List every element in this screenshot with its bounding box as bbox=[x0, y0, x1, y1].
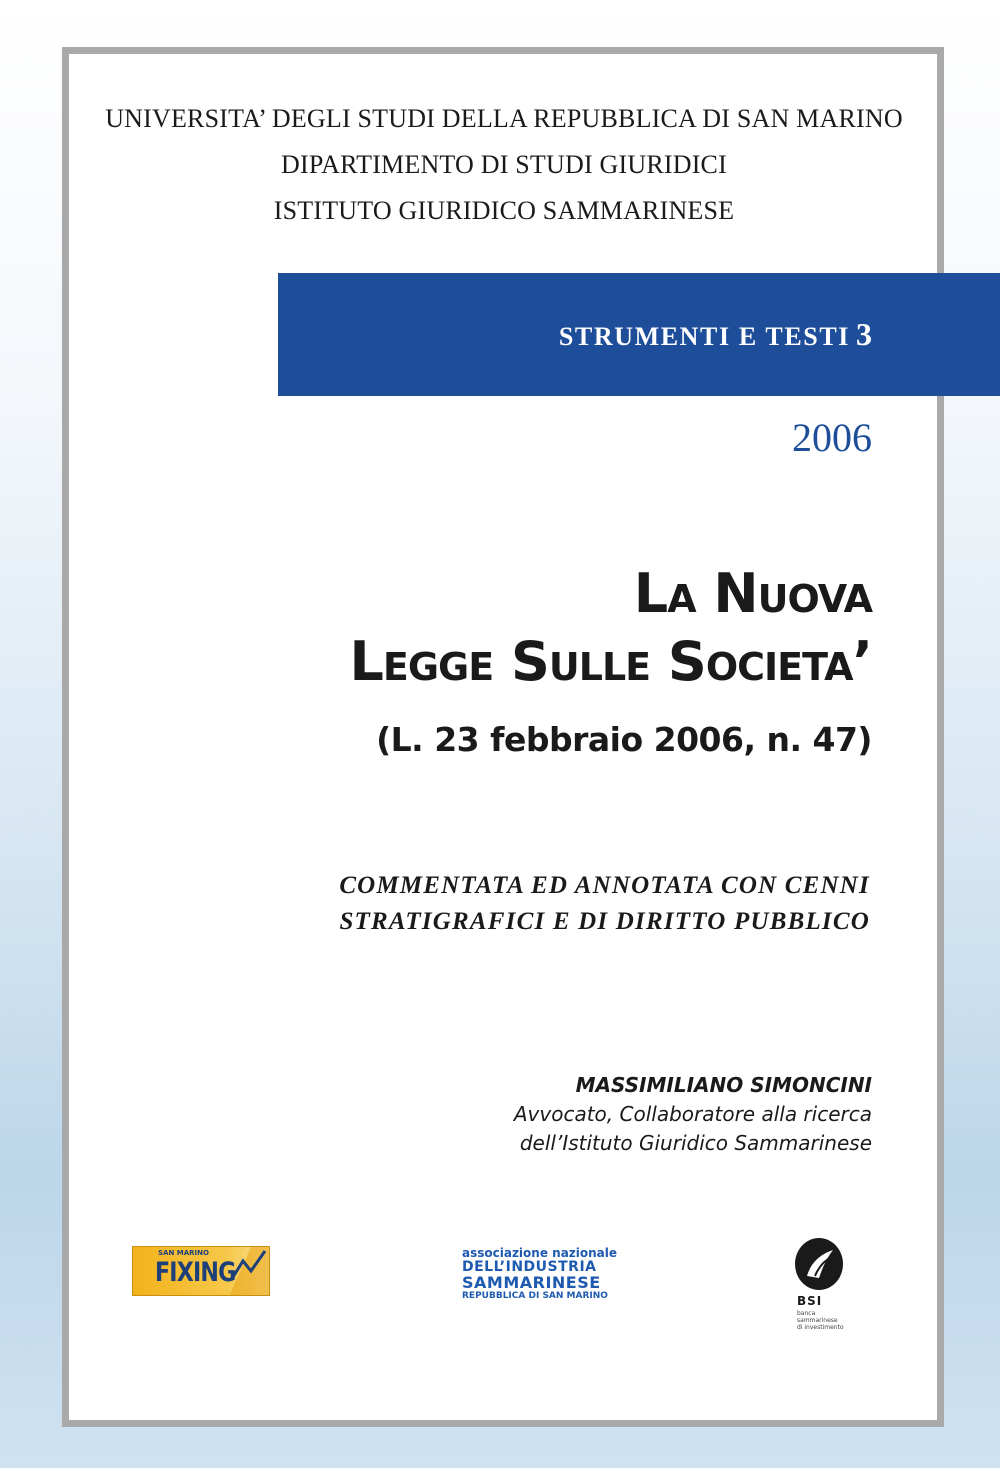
bsi-tagline-line2: sammarinese bbox=[797, 1317, 838, 1324]
industria-line3: SAMMARINESE bbox=[462, 1273, 601, 1292]
bsi-logo bbox=[793, 1236, 877, 1386]
industria-logo bbox=[462, 1246, 617, 1302]
industria-line1: associazione nazionale bbox=[462, 1246, 618, 1260]
subtitle-line2: STRATIGRAFICI E DI DIRITTO PUBBLICO bbox=[339, 908, 870, 935]
bsi-name: BSI bbox=[797, 1294, 823, 1308]
industria-line2: DELL’INDUSTRIA bbox=[462, 1259, 597, 1275]
bsi-tagline bbox=[797, 1310, 844, 1331]
department-name: DIPARTIMENTO DI STUDI GIURIDICI bbox=[281, 150, 727, 179]
bsi-emblem-icon bbox=[793, 1236, 845, 1292]
author-block bbox=[514, 1070, 872, 1158]
book-subtitle bbox=[339, 868, 870, 940]
author-role-line2: dell’Istituto Giuridico Sammarinese bbox=[519, 1131, 872, 1155]
book-title bbox=[349, 560, 872, 696]
series-number: 3 bbox=[856, 316, 872, 352]
book-title-line2: Legge Sulle Societa’ bbox=[349, 630, 872, 693]
law-reference: (L. 23 febbraio 2006, n. 47) bbox=[376, 720, 872, 759]
bsi-tagline-line1: banca bbox=[797, 1310, 816, 1317]
fixing-logo-text: FIXING bbox=[155, 1257, 236, 1288]
industria-line4: REPUBBLICA DI SAN MARINO bbox=[462, 1291, 608, 1301]
book-title-line1: La Nuova bbox=[633, 562, 872, 625]
fixing-logo-small: SAN MARINO bbox=[158, 1249, 209, 1257]
series-label: STRUMENTI E TESTI bbox=[558, 322, 850, 351]
fixing-logo bbox=[132, 1246, 270, 1296]
bsi-tagline-line3: di investimento bbox=[797, 1324, 844, 1331]
publication-year: 2006 bbox=[792, 415, 872, 460]
series-title bbox=[559, 316, 872, 353]
subtitle-line1: COMMENTATA ED ANNOTATA CON CENNI bbox=[339, 872, 870, 899]
author-name: MASSIMILIANO SIMONCINI bbox=[575, 1073, 872, 1097]
author-role-line1: Avvocato, Collaboratore alla ricerca bbox=[513, 1102, 872, 1126]
institute-name: ISTITUTO GIURIDICO SAMMARINESE bbox=[273, 196, 735, 225]
institution-header bbox=[0, 96, 1000, 234]
university-name: UNIVERSITA’ DEGLI STUDI DELLA REPUBBLICA DI SAN MARINO bbox=[105, 104, 903, 133]
